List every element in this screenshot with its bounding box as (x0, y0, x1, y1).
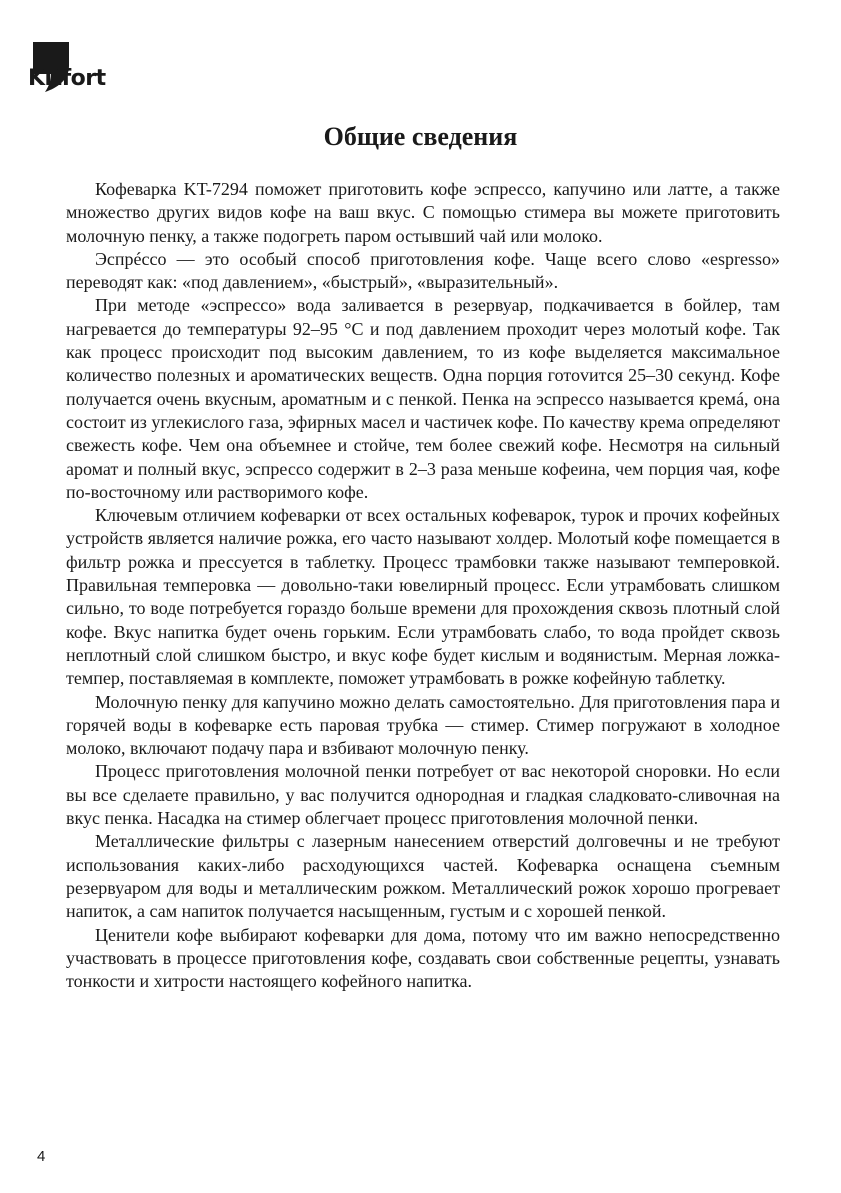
paragraph: Эспрéссо — это особый способ приготовления кофе. Чаще всего слово «espresso» переводят как: «под давлением», «быстрый», «выразительный». (66, 248, 780, 293)
paragraph: Ключевым отличием кофеварки от всех остальных кофеварок, турок и прочих кофейных устройств является наличие рожка, его часто называют холдер. Молотый кофе помещается в фильтр рожка и прессуется в таблетку. Процесс трамбовки также называют темперовкой. Правильная темперовка — довольно-таки ювелирный процесс. Если утрамбовать слишком сильно, то воде потребуется гораздо больше времени для прохождения сквозь плотный слой кофе. Вкус напитка будет очень горьким. Если утрамбовать слабо, то вода пройдет сквозь неплотный слой слишком быстро, и вкус кофе будет кислым и водянистым. Мерная ложка-темпер, поставляемая в комплекте, поможет утрамбовать в рожке кофейную таблетку. (66, 505, 780, 689)
brand-name: Kitfort (28, 66, 106, 91)
paragraph: Молочную пенку для капучино можно делать самостоятельно. Для приготовления пара и горячей воды в кофеварке есть паровая трубка — стимер. Стимер погружают в холодное молоко, включают подачу пара и взбивают молочную пенку. (66, 691, 780, 759)
paragraph: Ценители кофе выбирают кофеварки для дома, потому что им важно непосредственно участвовать в процессе приготовления кофе, создавать свои собственные рецепты, узнавать тонкости и хитрости настоящего кофейного напитка. (66, 924, 780, 992)
page-number: 4 (37, 1148, 46, 1165)
body-text (66, 178, 780, 993)
paragraph: При методе «эспрессо» вода заливается в резервуар, подкачивается в бойлер, там нагревается до температуры 92–95 °С и под давлением проходит через молотый кофе. Так как процесс происходит под высоким давлением, то из кофе выделяется максимальное количество полезных и ароматических веществ. Одна порция готоvится 25–30 секунд. Кофе получается очень вкусным, ароматным и с пенкой. Пенка на эспрессо называется кремá, она состоит из углекислого газа, эфирных масел и частичек кофе. По качеству крема определяют свежесть кофе. Чем она объемнее и стойче, тем более свежий кофе. Несмотря на сильный аромат и полный вкус, эспрессо содержит в 2–3 раза меньше кофеина, чем порция чая, кофе по-восточному или растворимого кофе. (66, 295, 780, 502)
paragraph: Металлические фильтры с лазерным нанесением отверстий долговечны и не требуют использования каких-либо расходующихся частей. Кофеварка оснащена съемным резервуаром для воды и металлическим рожком. Металлический рожок хорошо прогревает напиток, а сам напиток получается насыщенным, густым и с хорошей пенкой. (66, 831, 780, 922)
page-title: Общие сведения (323, 122, 518, 151)
paragraph: Кофеварка KT-7294 поможет приготовить кофе эспрессо, капучино или латте, а также множество других видов кофе на ваш вкус. С помощью стимера вы можете приготовить молочную пенку, а также подогреть паром остывший чай или молоко. (66, 179, 780, 246)
paragraph: Процесс приготовления молочной пенки потребует от вас некоторой сноровки. Но если вы все сделаете правильно, у вас получится однородная и гладкая сладковато-сливочная на вкус пенка. Насадка на стимер облегчает процесс приготовления молочной пенки. (66, 761, 780, 829)
